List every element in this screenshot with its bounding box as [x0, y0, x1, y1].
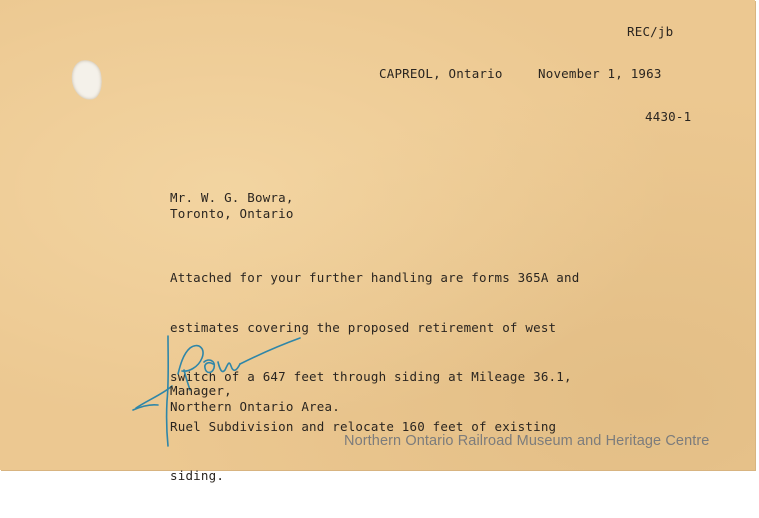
reference-initials: REC/jb: [627, 24, 674, 39]
file-number: 4430-1: [645, 109, 692, 124]
body-line: Ruel Subdivision and relocate 160 feet of existing: [170, 418, 557, 434]
letter-place: CAPREOL, Ontario: [379, 66, 503, 81]
body-line: estimates covering the proposed retirement of west: [170, 319, 557, 335]
signatory-area: Northern Ontario Area.: [170, 399, 340, 414]
signatory-title: Manager,: [170, 383, 232, 398]
recipient-city: Toronto, Ontario: [170, 206, 294, 221]
body-line: switch of a 647 feet through siding at Mileage 36.1,: [170, 369, 572, 384]
body-line: Attached for your further handling are forms 365A and: [170, 270, 580, 285]
recipient-name: Mr. W. G. Bowra,: [170, 190, 294, 205]
museum-watermark: Northern Ontario Railroad Museum and Heritage Centre: [344, 433, 710, 449]
letter-date: November 1, 1963: [538, 66, 662, 81]
body-line: siding.: [170, 468, 225, 483]
paper-tear-hole: [68, 57, 106, 102]
